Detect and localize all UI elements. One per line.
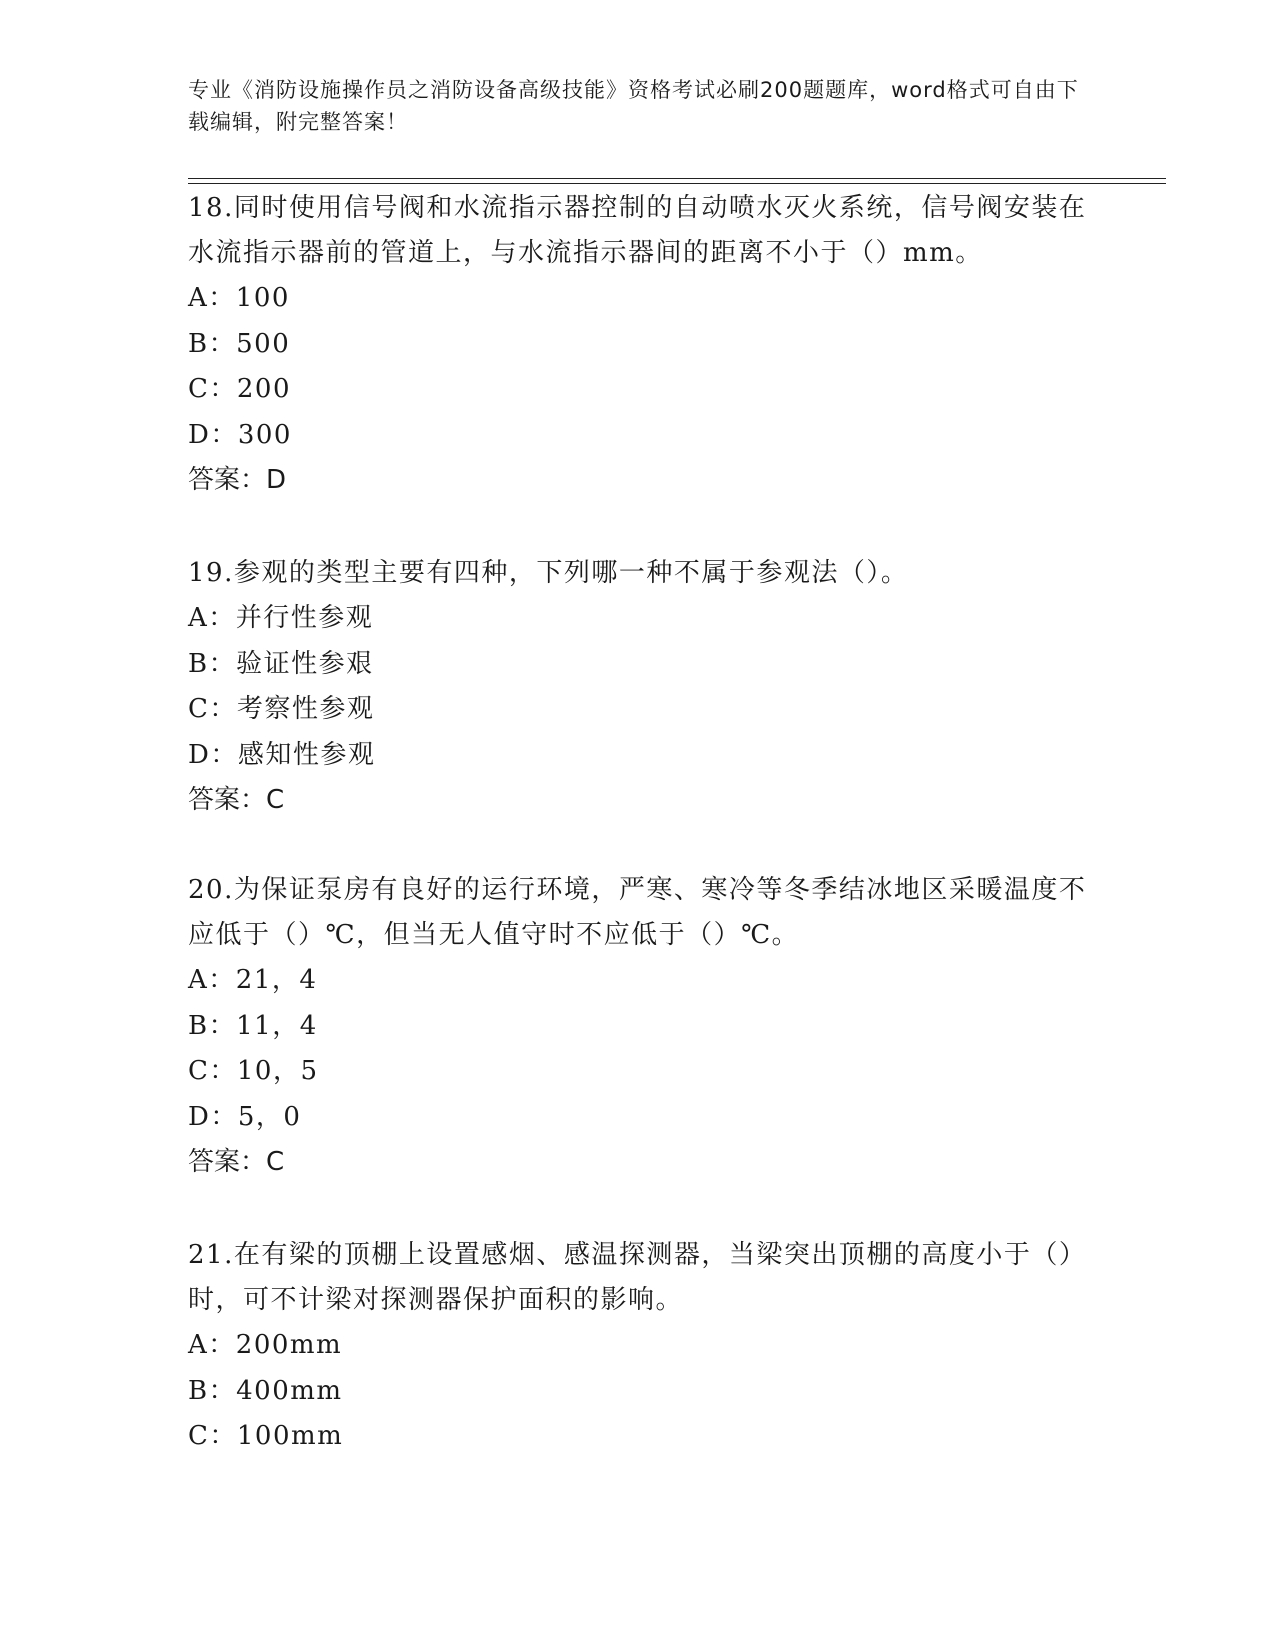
question-18 (188, 186, 1088, 503)
question-20 (188, 868, 1088, 1185)
option-b: B：验证性参艰 (188, 648, 374, 679)
option-a: A：200mm (188, 1330, 343, 1360)
option-d: D：5，0 (188, 1101, 302, 1132)
answer: 答案：C (188, 1147, 285, 1177)
option-c: C：200 (188, 374, 292, 404)
option-b: B：400mm (188, 1375, 343, 1406)
option-c: C：考察性参观 (188, 694, 375, 724)
option-a: A：21，4 (188, 965, 318, 995)
option-a: A：100 (188, 283, 290, 313)
question-19 (188, 551, 1088, 823)
option-d: D：300 (188, 419, 292, 450)
option-b: B：500 (188, 328, 291, 359)
header-divider-top (188, 178, 1166, 179)
question-text: 19.参观的类型主要有四种，下列哪一种不属于参观法（）。 (188, 558, 909, 588)
option-a: A：并行性参观 (188, 603, 374, 633)
answer: 答案：C (188, 785, 285, 815)
header-divider-bottom (188, 183, 1166, 184)
question-21 (188, 1233, 1088, 1460)
question-text: 20.为保证泵房有良好的运行环境，严寒、寒冷等冬季结冰地区采暖温度不应低于（）℃，但当无人值守时不应低于（）℃。 (188, 875, 1087, 950)
answer: 答案：D (188, 465, 287, 495)
option-c: C：100mm (188, 1421, 344, 1451)
option-c: C：10，5 (188, 1056, 319, 1086)
question-text: 18.同时使用信号阀和水流指示器控制的自动喷水灭火系统，信号阀安装在水流指示器前的管道上，与水流指示器间的距离不小于（）mm。 (188, 193, 1087, 268)
document-header: 专业《消防设施操作员之消防设备高级技能》资格考试必刷200题题库，word格式可自由下载编辑，附完整答案！ (188, 78, 1079, 134)
option-d: D：感知性参观 (188, 739, 376, 770)
question-text: 21.在有梁的顶棚上设置感烟、感温探测器，当梁突出顶棚的高度小于（）时，可不计梁对探测器保护面积的影响。 (188, 1240, 1087, 1315)
option-b: B：11，4 (188, 1010, 318, 1041)
